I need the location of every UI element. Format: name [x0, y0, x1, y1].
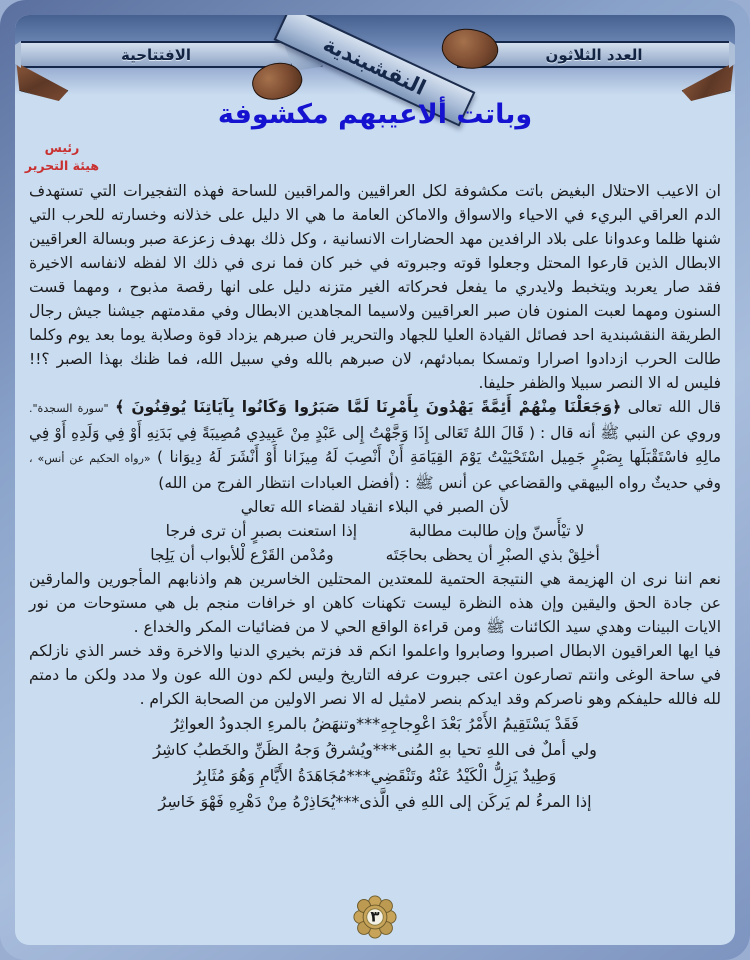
hemistich-right: لا تيْأَسنّ وإن طالبت مطالبة — [409, 522, 585, 540]
paragraph-analysis: نعم اننا نرى ان الهزيمة هي النتيجة الحتمية للمعتدين المحتلين الخاسرين هم واذنابهم المأجورين والمارقين عن جادة الحق واليقين وإن هذه النظرة ليست تكهنات كاهن او خرافات منجم بل هي مستوحات من نور الايات البينات وهدي سيد الكائنات ﷺ ومن قراءة الواقع الحي لا من فضائيات المكر والخداع . — [29, 570, 721, 636]
closing-poem — [29, 711, 721, 815]
ribbon-knot-icon — [438, 23, 502, 75]
poetry-couplet — [29, 519, 721, 543]
byline-line2: هيئة التحرير — [24, 158, 100, 174]
issue-banner-label: العدد الثلاثون — [545, 45, 643, 64]
section-banner-label: الافتتاحية — [120, 45, 192, 64]
ribbon-title: النقشبندية — [319, 31, 430, 101]
paragraph-quran-hadith — [29, 395, 721, 495]
paragraph-intro: ان الاعيب الاحتلال البغيض باتت مكشوفة لكل العراقيين والمراقبين للساحة فهذه التفجيرات التي تستهدف الدم العراقي البريء في الاحياء والاسواق والاماكن العامة ما هي الا دليل على خذلانه وخسارته للحرب التي شنها ظلما وعدوانا على بلاد الرافدين مهد الحضارات الانسانية ، وكل ذلك بهدف زعزعة صبر وبسالة العراقيين الابطال الذين قارعوا المحتل وجعلوا قوته وجبروته في خبر كان فما نرى في ذلك الا لفظه لانفاسه الاخيرة فقد صار يعربد ويتخبط ولايدري ما يفعل فحركاته الغير متزنه دليل على انها رقصة مذبوح ، ومهما قست السنون ومهما لعبت المنون فان صبر العراقيين ولاسيما المجاهدين الابطال وفي مقدمتهم جيشنا جيش رجال الطريقة النقشبندية احد فصائل القيادة العليا للجهاد والتحرير فان صبرهم يزداد قوة وصلابة يوما بعد يوم وكلما طالت الحرب ازدادوا اصرارا وتمسكا بمبادئهم، لان صبرهم بالله وفي سبيل الله، فما ظنك بهذا الصبر ؟!! فليس له الا النصر سبيلا والظفر حليفا. — [29, 182, 721, 392]
hemistich-left: إذا استعنت بصبرٍ أن ترى فرجا — [165, 522, 358, 540]
poem-line: فَقَدْ يَسْتَقِيمُ الأَمْرُ بَعْدَ اعْوِجاجِهِ***وتنهَضُ بالمرءِ الجدودُ العواثِرُ — [171, 714, 579, 733]
page-number-rosette — [352, 895, 398, 939]
hadith-text: وروي عن النبي ﷺ أنه قال : ( قَالَ اللهُ تَعَالى إِذَا وَجَّهْتُ إِلى عَبْدٍ مِنْ عَبِيدِي مُصِيبَةً فِي بَدَنِهِ أَوْ فِي وَلَدِهِ أَوْ فِي مالِهِ فاسْتَقْبَلَها بِصَبْرٍ جَمِيل اسْتَحْيَيْتُ يَوْمَ القِيَامَةِ أَنْ أَنْصِبَ لَهُ مِيزَانا أَوْ أَنْشَرَ لَهُ دِيوَانا ) — [29, 424, 722, 466]
poem-line: ولي أملٌ فى اللهِ تحيا بهِ المُنى***ويُشرقُ وَجهُ الظَنِّ والخَطبُ كاشِرُ — [153, 740, 597, 759]
surah-citation: "سورة السجدة". — [29, 402, 109, 415]
poem-line: وَطِيدٌ يَزِلُّ الْكَيْدُ عَنْهُ وتَنْقَضِي***مُجَاهَدَةُ الأَيَّامِ وَهُوَ مُثَابِرُ — [193, 766, 557, 785]
poem-line: إذا المرءُ لم يَركَن إلى اللهِ في الَّذى***يُحَاذِرْهُ مِنْ دَهْرِهِ فَهْوَ خَاسِرُ — [158, 792, 592, 811]
closing-line: لأن الصبر في البلاء انقياد لقضاء الله تعالي — [240, 498, 510, 516]
hemistich-right: أخلِقْ بذي الصبْرِ أن يحظى بحاجَتَه — [385, 546, 600, 564]
article-body — [15, 177, 735, 815]
article-title: وباتت ألاعيبهم مكشوفة — [217, 99, 533, 130]
page-number: ٣ — [370, 907, 380, 926]
byline — [15, 139, 127, 175]
paragraph-address: فيا ايها العراقيون الابطال اصبروا وصابروا واعلموا انكم قد فزتم بخيري الدنيا والاخرة وقد خسر الذي نازلكم في ساحة الوغى وانتم تصارعون اعتى جبروت عرفه التاريخ وليس لكم دون الله عون ولا مدد ولكن ما دمتم لله فالله حليفكم وهو ناصركم وقد ايدكم بنصر لامثيل له الا نصر الاولين من الصحابة الكرام . — [29, 642, 721, 708]
poetry-couplet — [29, 543, 721, 567]
hadith-text-2: وفي حديثٌ رواه البيهقي والقضاعي عن أنس ﷺ : (أفضل العبادات انتظار الفرج من الله) — [158, 474, 721, 492]
quran-intro: قال الله تعالى — [627, 398, 722, 416]
quran-verse: ﴿وَجَعَلْنَا مِنْهُمْ أَئِمَّةً يَهْدُونَ بِأَمْرِنَا لَمَّا صَبَرُوا وَكَانُوا بِآيَاتِنَا يُوقِنُونَ ﴾ — [115, 398, 622, 416]
header-band — [15, 15, 735, 177]
hadith-citation: «رواه الحكيم عن أنس» ، — [29, 452, 151, 465]
hemistich-left: ومُدْمن القَرْع لْلأبواب أن يَلِجا — [150, 546, 334, 564]
page-content — [15, 15, 735, 945]
byline-line1: رئيس — [44, 140, 80, 155]
